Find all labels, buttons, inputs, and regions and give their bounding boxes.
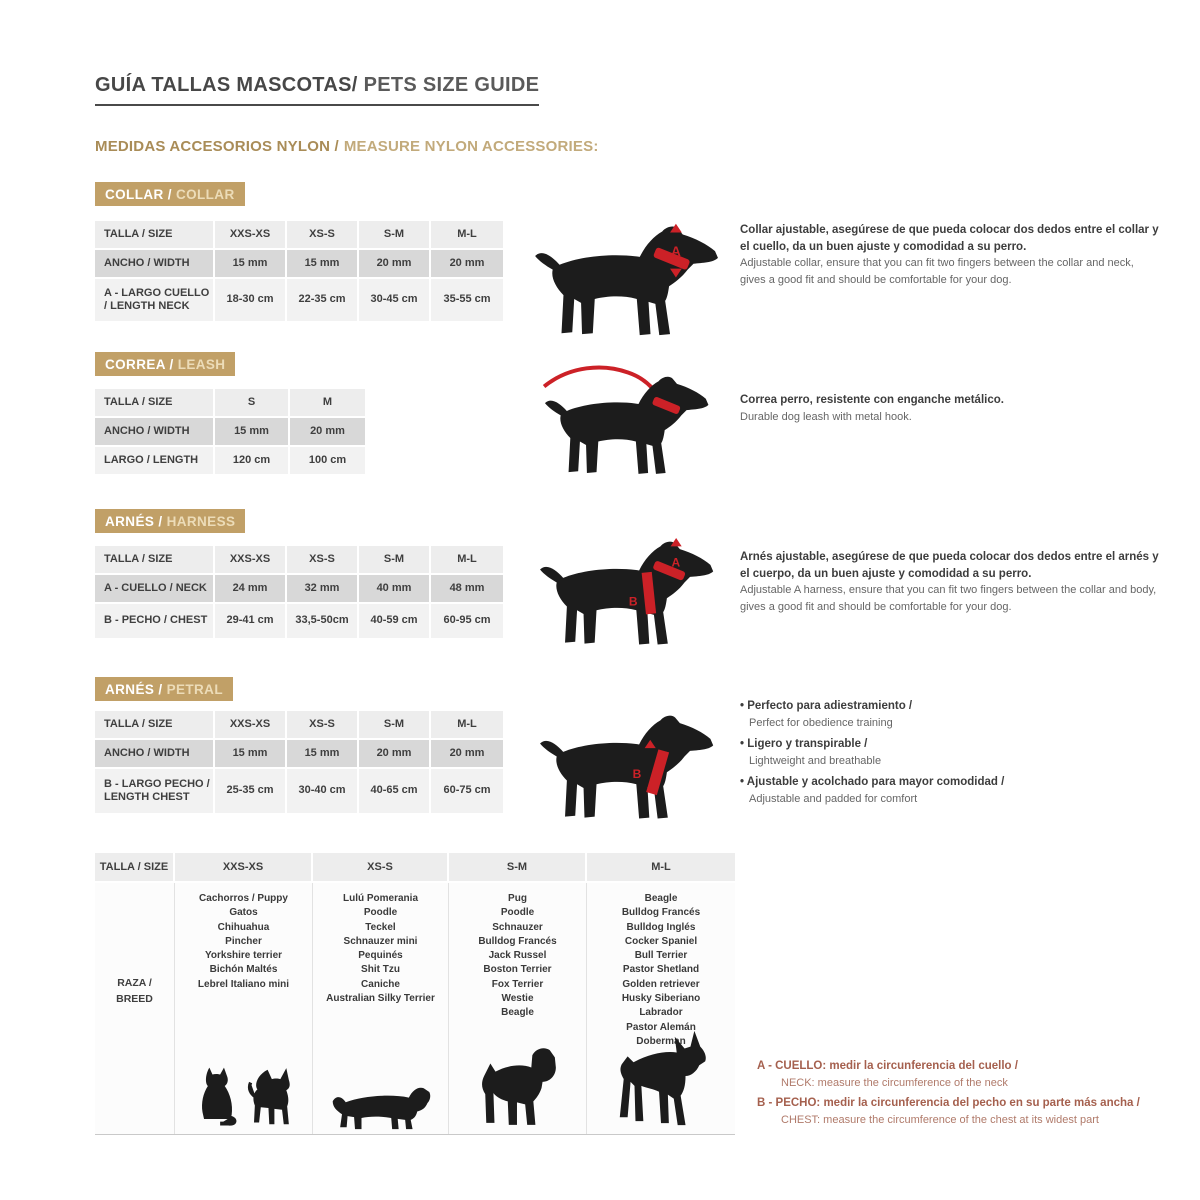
table-header-row [95,389,365,416]
size-col-header: XXS-XS [215,221,287,248]
table-row-width [95,418,365,445]
breed-list [175,883,312,992]
dog-silhouette-collar [528,210,728,342]
size-col-header: S-M [359,221,431,248]
value-cell: 30-45 cm [359,279,431,321]
breed-table [95,853,735,1135]
value-cell: 15 mm [215,418,290,445]
size-col-header: XXS-XS [175,853,313,881]
size-label-cell: TALLA / SIZE [95,221,215,248]
petral-size-table [95,711,503,815]
harness-badge [95,509,245,533]
table-row-neck [95,575,503,602]
marker-letter-b: B [632,766,642,781]
value-cell: 20 mm [431,740,503,767]
note-b-es: B - PECHO: medir la circunferencia del pecho en su parte más ancha / [757,1096,1140,1109]
value-cell: 33,5-50cm [287,604,359,638]
feature-es: • Ligero y transpirable / [740,736,1165,753]
size-col-header: S-M [359,711,431,738]
schnauzer-silhouette-icon [477,1043,559,1131]
note-a-en: NECK: measure the circumference of the neck [781,1077,1008,1090]
size-label-cell: TALLA / SIZE [95,853,175,881]
harness-description [740,549,1160,616]
leash-desc-es: Correa perro, resistente con enganche metálico. [740,394,1004,406]
value-cell: 40 mm [359,575,431,602]
value-cell: 20 mm [431,250,503,277]
row-label-cell: B - PECHO / CHEST [95,604,215,638]
breed-col-m-l [587,883,735,1134]
harness-badge-es: ARNÉS / [105,514,163,529]
size-col-header: M [290,389,365,416]
breed-item: Schnauzer mini [343,935,418,947]
harness-desc-es: Arnés ajustable, asegúrese de que pueda colocar dos dedos entre el arnés y el cuerpo, da un buen ajuste y comodidad a su perro. [740,551,1159,580]
page-subtitle [95,138,599,155]
size-col-header: S-M [449,853,587,881]
row-label-cell: A - LARGO CUELLO / LENGTH NECK [95,279,215,321]
value-cell: 20 mm [359,740,431,767]
marker-letter-b: B [628,594,638,609]
petral-badge [95,677,233,701]
silhouette-row [449,1043,586,1131]
size-col-header: M-L [431,221,503,248]
row-label-cell: ANCHO / WIDTH [95,250,215,277]
value-cell: 15 mm [287,250,359,277]
table-row-width [95,250,503,277]
feature-en: Perfect for obedience training [749,717,893,730]
breed-col-xs-s [313,883,449,1134]
breed-item: Labrador [639,1007,683,1019]
collar-size-table [95,221,503,323]
value-cell: 20 mm [359,250,431,277]
value-cell: 29-41 cm [215,604,287,638]
page-subtitle-es: MEDIDAS ACCESORIOS NYLON / [95,138,339,155]
breed-item: Bulldog Francés [621,907,701,919]
silhouette-row [587,1025,735,1131]
value-cell: 120 cm [215,447,290,474]
value-cell: 40-59 cm [359,604,431,638]
value-cell: 30-40 cm [287,769,359,813]
breed-item: Gatos [229,907,258,919]
breed-item: Lulú Pomerania [342,893,418,904]
breed-item: Poodle [500,907,535,919]
marker-letter-a: A [671,243,681,259]
table-header-row [95,711,503,738]
collar-desc-es: Collar ajustable, asegúrese de que pueda colocar dos dedos entre el collar y el cuello, da un buen ajuste y comodidad a su perro. [740,224,1159,253]
collar-description [740,222,1160,289]
harness-size-table [95,546,503,640]
value-cell: 15 mm [287,740,359,767]
leash-desc-en: Durable dog leash with metal hook. [740,410,912,423]
value-cell: 60-95 cm [431,604,503,638]
breed-item: Bichón Maltés [209,964,278,976]
breed-row-label-cell [95,883,175,1134]
row-label-cell: B - LARGO PECHO / LENGTH CHEST [95,769,215,813]
table-header-row [95,546,503,573]
breed-item: Schnauzer [492,921,543,933]
breed-item: Poodle [363,907,398,919]
value-cell: 15 mm [215,250,287,277]
value-cell: 35-55 cm [431,279,503,321]
silhouette-row [175,1061,312,1131]
breed-item: Lebrel Italiano mini [197,978,290,990]
leash-badge-es: CORREA / [105,357,174,372]
feature-es: • Perfecto para adiestramiento / [740,698,1165,715]
value-cell: 24 mm [215,575,287,602]
cat-silhouette-icon [191,1061,237,1131]
breed-col-xxs-xs [175,883,313,1134]
table-row-chest-length [95,769,503,813]
value-cell: 48 mm [431,575,503,602]
petral-dog-illustration [528,700,728,830]
breed-item: Bull Terrier [634,950,688,962]
marker-letter-a: A [671,555,681,570]
value-cell: 32 mm [287,575,359,602]
petral-badge-es: ARNÉS / [105,682,163,697]
size-col-header: XS-S [287,711,359,738]
measurement-notes [757,1058,1192,1132]
leash-description [740,392,1160,426]
value-cell: 18-30 cm [215,279,287,321]
feature-en: Lightweight and breathable [749,755,882,767]
leash-badge-en: LEASH [177,357,226,372]
dog-silhouette-leash [528,362,728,480]
value-cell: 40-65 cm [359,769,431,813]
page-title-es: GUÍA TALLAS MASCOTAS/ [95,74,358,96]
collar-dog-illustration [528,210,728,347]
breed-col-s-m [449,883,587,1134]
breed-item: Australian Silky Terrier [326,993,435,1005]
collar-desc-en: Adjustable collar, ensure that you can fit two fingers between the collar and neck, gives a good fit and should be comfortable for your dog. [740,257,1134,287]
size-col-header: M-L [431,711,503,738]
leash-dog-illustration [528,362,728,485]
breed-item: Bulldog Inglés [626,921,696,933]
size-col-header: M-L [431,546,503,573]
size-label-cell: TALLA / SIZE [95,389,215,416]
petral-feature-list [740,698,1165,811]
row-label-cell: LARGO / LENGTH [95,447,215,474]
value-cell: 60-75 cm [431,769,503,813]
size-col-header: M-L [587,853,735,881]
breed-row-label [95,883,174,1134]
breed-item: Pincher [225,935,262,947]
row-label-cell: ANCHO / WIDTH [95,740,215,767]
size-col-header: XS-S [287,546,359,573]
dog-silhouette-harness [528,526,728,651]
size-col-header: XXS-XS [215,546,287,573]
table-row-length [95,447,365,474]
note-a-es: A - CUELLO: medir la circunferencia del cuello / [757,1060,1018,1072]
breed-item: Bulldog Francés [478,935,557,947]
row-label-cell: A - CUELLO / NECK [95,575,215,602]
breed-list [449,883,586,1021]
page-title-en: PETS SIZE GUIDE [363,74,540,96]
harness-desc-en: Adjustable A harness, ensure that you can fit two fingers between the collar and body, gives a good fit and should be comfortable for your dog. [740,584,1157,614]
breed-item: Pequinés [358,950,403,962]
size-label-cell: TALLA / SIZE [95,711,215,738]
collar-badge-es: COLLAR / [105,187,172,202]
breed-item: Beagle [501,1007,534,1019]
size-col-header: XS-S [313,853,449,881]
breed-item: Teckel [365,921,396,933]
value-cell: 22-35 cm [287,279,359,321]
table-row-chest [95,604,503,638]
table-row-width [95,740,503,767]
table-header-row [95,221,503,248]
page-title [95,74,539,106]
size-col-header: XXS-XS [215,711,287,738]
breed-item: Jack Russel [488,950,547,962]
breed-item: Fox Terrier [491,978,544,990]
breed-item: Pastor Alemán [626,1021,696,1033]
harness-badge-en: HARNESS [166,514,236,529]
collar-badge [95,182,245,206]
table-row-neck-length [95,279,503,321]
breed-label-en: BREED [116,992,153,1005]
feature-es: • Ajustable y acolchado para mayor comodidad / [740,774,1165,791]
value-cell: 100 cm [290,447,365,474]
leash-size-table [95,389,365,476]
breed-item: Boston Terrier [483,964,552,976]
doberman-silhouette-icon [613,1025,709,1131]
note-b-en: CHEST: measure the circumference of the chest at its widest part [781,1114,1099,1126]
breed-item: Caniche [361,978,400,990]
breed-item: Beagle [644,893,678,904]
breed-list [313,883,448,1006]
breed-item: Pastor Shetland [622,964,700,976]
size-col-header: S-M [359,546,431,573]
breed-label-es: RAZA / [117,976,152,989]
breed-item: Golden retriever [622,978,700,990]
breed-table-header [95,853,735,881]
value-cell: 25-35 cm [215,769,287,813]
size-col-header: S [215,389,290,416]
breed-item: Chihuahua [217,921,270,933]
breed-item: Westie [501,993,534,1005]
value-cell: 20 mm [290,418,365,445]
dog-silhouette-petral [528,700,728,825]
breed-item: Shit Tzu [361,964,400,976]
breed-item: Cachorros / Puppy [199,893,288,904]
size-label-cell: TALLA / SIZE [95,546,215,573]
feature-en: Adjustable and padded for comfort [749,792,918,805]
chihuahua-silhouette-icon [245,1063,297,1131]
harness-dog-illustration [528,526,728,656]
breed-item: Cocker Spaniel [624,935,698,947]
breed-item: Doberman [636,1035,686,1047]
breed-table-body [95,881,735,1135]
page-subtitle-en: MEASURE NYLON ACCESSORIES: [343,138,599,155]
dachshund-silhouette-icon [329,1079,433,1131]
size-col-header: XS-S [287,221,359,248]
value-cell: 15 mm [215,740,287,767]
silhouette-row [313,1079,448,1131]
petral-badge-en: PETRAL [166,682,223,697]
leash-badge [95,352,235,376]
row-label-cell: ANCHO / WIDTH [95,418,215,445]
collar-badge-en: COLLAR [175,187,235,202]
breed-item: Yorkshire terrier [204,950,283,962]
breed-item: Pug [508,893,527,904]
breed-item: Husky Siberiano [621,993,701,1005]
